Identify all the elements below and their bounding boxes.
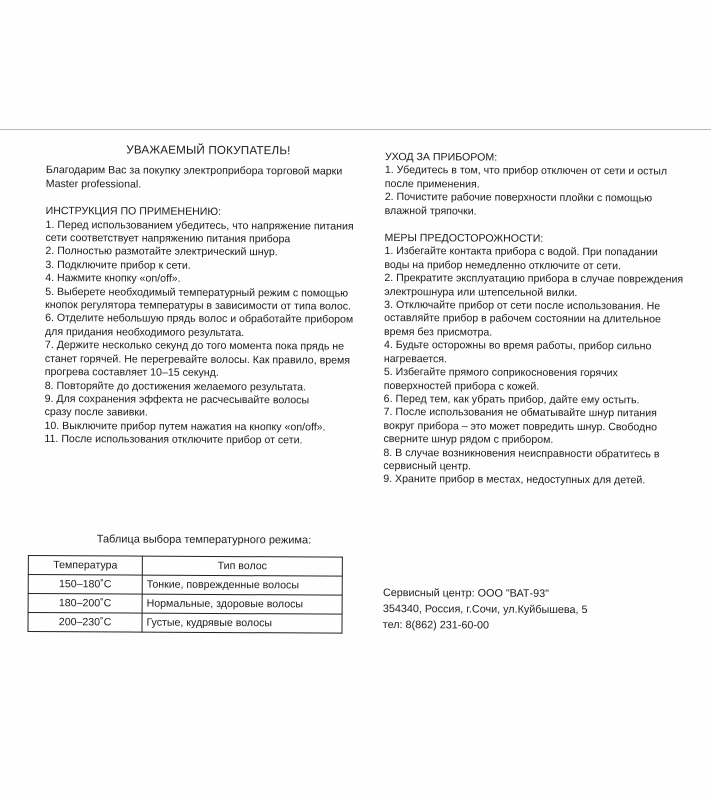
list-item: вокруг прибора – это может повредить шнур. Свободно bbox=[383, 419, 658, 434]
top-divider bbox=[0, 129, 711, 130]
table-row bbox=[28, 613, 342, 634]
instructions-list bbox=[44, 219, 360, 449]
list-item: воды на прибор немедленно отключите от сети. bbox=[384, 258, 622, 273]
list-item: 6. Отделите небольшую прядь волос и обработайте прибором bbox=[45, 312, 354, 327]
list-item: станет горячей. Не перегревайте волосы. Как правило, время bbox=[44, 352, 351, 367]
list-item: 10. Выключите прибор путем нажатия на кнопку «on/off». bbox=[44, 419, 326, 434]
greeting-title: УВАЖАЕМЫЙ ПОКУПАТЕЛЬ! bbox=[126, 143, 291, 158]
service-center-info bbox=[383, 585, 683, 635]
list-item: 1. Избегайте контакта прибора с водой. При попадании bbox=[384, 245, 658, 259]
list-item: сервисный центр. bbox=[383, 459, 472, 473]
intro-text bbox=[46, 164, 361, 192]
list-item: 7. Держите несколько секунд до того момента пока прядь не bbox=[44, 339, 345, 353]
instructions-heading: ИНСТРУКЦИЯ ПО ПРИМЕНЕНИЮ: bbox=[45, 205, 222, 219]
list-item: нагревается. bbox=[383, 352, 447, 366]
temperature-cell: 180–200˚С bbox=[28, 594, 142, 614]
list-item: 6. Перед тем, как убрать прибор, дайте ему остыть. bbox=[383, 392, 640, 407]
service-center-phone: тел: 8(862) 231-60-00 bbox=[382, 618, 490, 632]
temperature-cell: 150–180˚С bbox=[28, 575, 142, 595]
service-center-name: Сервисный центр: ООО "ВАТ-93" bbox=[382, 587, 549, 600]
right-column bbox=[383, 151, 690, 488]
list-item: 8. В случае возникновения неисправности обратитесь в bbox=[383, 446, 660, 460]
hair-type-cell: Нормальные, здоровые волосы bbox=[142, 594, 342, 614]
hair-type-cell: Тонкие, поврежденные волосы bbox=[142, 575, 342, 595]
list-item: поверхностей прибора с кожей. bbox=[383, 379, 540, 393]
list-item: 8. Повторяйте до достижения желаемого результата. bbox=[44, 379, 307, 393]
list-item: 2. Полностью размотайте электрический шнур. bbox=[45, 245, 278, 259]
list-item: 3. Отключайте прибор от сети после использования. Не bbox=[384, 299, 661, 313]
list-item: 7. После использования не обматывайте шнур питания bbox=[383, 406, 657, 420]
table-title: Таблица выбора температурного режима: bbox=[96, 533, 312, 547]
list-item: кнопок регулятора температуры в зависимости от типа волос. bbox=[45, 299, 352, 313]
temperature-table-block bbox=[27, 533, 358, 634]
list-item: 5. Выберете необходимый температурный режим с помощью bbox=[45, 285, 349, 300]
table-row bbox=[28, 575, 342, 596]
header-hair-type: Тип волос bbox=[142, 556, 342, 576]
list-item: 9. Для сохранения эффекта не расчесывайте волосы bbox=[44, 392, 310, 407]
list-item: оставляйте прибор в рабочем состоянии на длительное bbox=[384, 312, 661, 326]
intro-line: Master professional. bbox=[45, 177, 142, 191]
list-item: 4. Нажмите кнопку «on/off». bbox=[45, 272, 181, 285]
list-item: для придания необходимого результата. bbox=[44, 325, 245, 339]
list-item: прогрева составляет 10–15 секунд. bbox=[44, 366, 219, 380]
table-row bbox=[28, 594, 342, 615]
list-item: влажной тряпочки. bbox=[384, 204, 477, 218]
list-item: сразу после завивки. bbox=[44, 406, 148, 419]
list-item: после применения. bbox=[384, 177, 480, 191]
hair-type-cell: Густые, кудрявые волосы bbox=[142, 613, 342, 633]
list-item: 4. Будьте осторожны во время работы, прибор сильно bbox=[383, 339, 652, 353]
header-temperature: Температура bbox=[28, 556, 142, 576]
list-item: 1. Перед использованием убедитесь, что напряжение питания bbox=[45, 218, 354, 233]
list-item: 2. Прекратите эксплуатацию прибора в случае повреждения bbox=[384, 272, 684, 286]
left-column bbox=[44, 143, 361, 448]
list-item: время без присмотра. bbox=[384, 325, 493, 339]
precautions-heading: МЕРЫ ПРЕДОСТОРОЖНОСТИ: bbox=[384, 232, 544, 245]
list-item: 1. Убедитесь в том, что прибор отключен от сети и остыл bbox=[384, 164, 668, 178]
list-item: электрошнура или штепсельной вилки. bbox=[384, 285, 578, 299]
list-item: сверните шнур рядом с прибором. bbox=[383, 433, 554, 447]
list-item: 9. Храните прибор в местах, недоступных для детей. bbox=[383, 473, 646, 487]
table-header-row bbox=[28, 556, 342, 577]
list-item: 3. Подключите прибор к сети. bbox=[45, 258, 191, 272]
list-item: сети соответствует напряжению питания прибора bbox=[45, 232, 291, 246]
list-item: 2. Почистите рабочие поверхности плойки с помощью bbox=[384, 191, 653, 205]
care-heading: УХОД ЗА ПРИБОРОМ: bbox=[384, 151, 498, 164]
intro-line: Благодарим Вас за покупку электроприбора торговой марки bbox=[45, 164, 343, 178]
temperature-table bbox=[27, 555, 342, 634]
service-center-address: 354340, Россия, г.Сочи, ул.Куйбышева, 5 bbox=[382, 602, 588, 617]
care-list bbox=[385, 164, 690, 219]
list-item: 5. Избегайте прямого соприкосновения горячих bbox=[383, 366, 618, 380]
precautions-list bbox=[383, 245, 689, 488]
temperature-cell: 200–230˚С bbox=[28, 613, 142, 633]
list-item: 11. После использования отключите прибор от сети. bbox=[44, 433, 303, 447]
